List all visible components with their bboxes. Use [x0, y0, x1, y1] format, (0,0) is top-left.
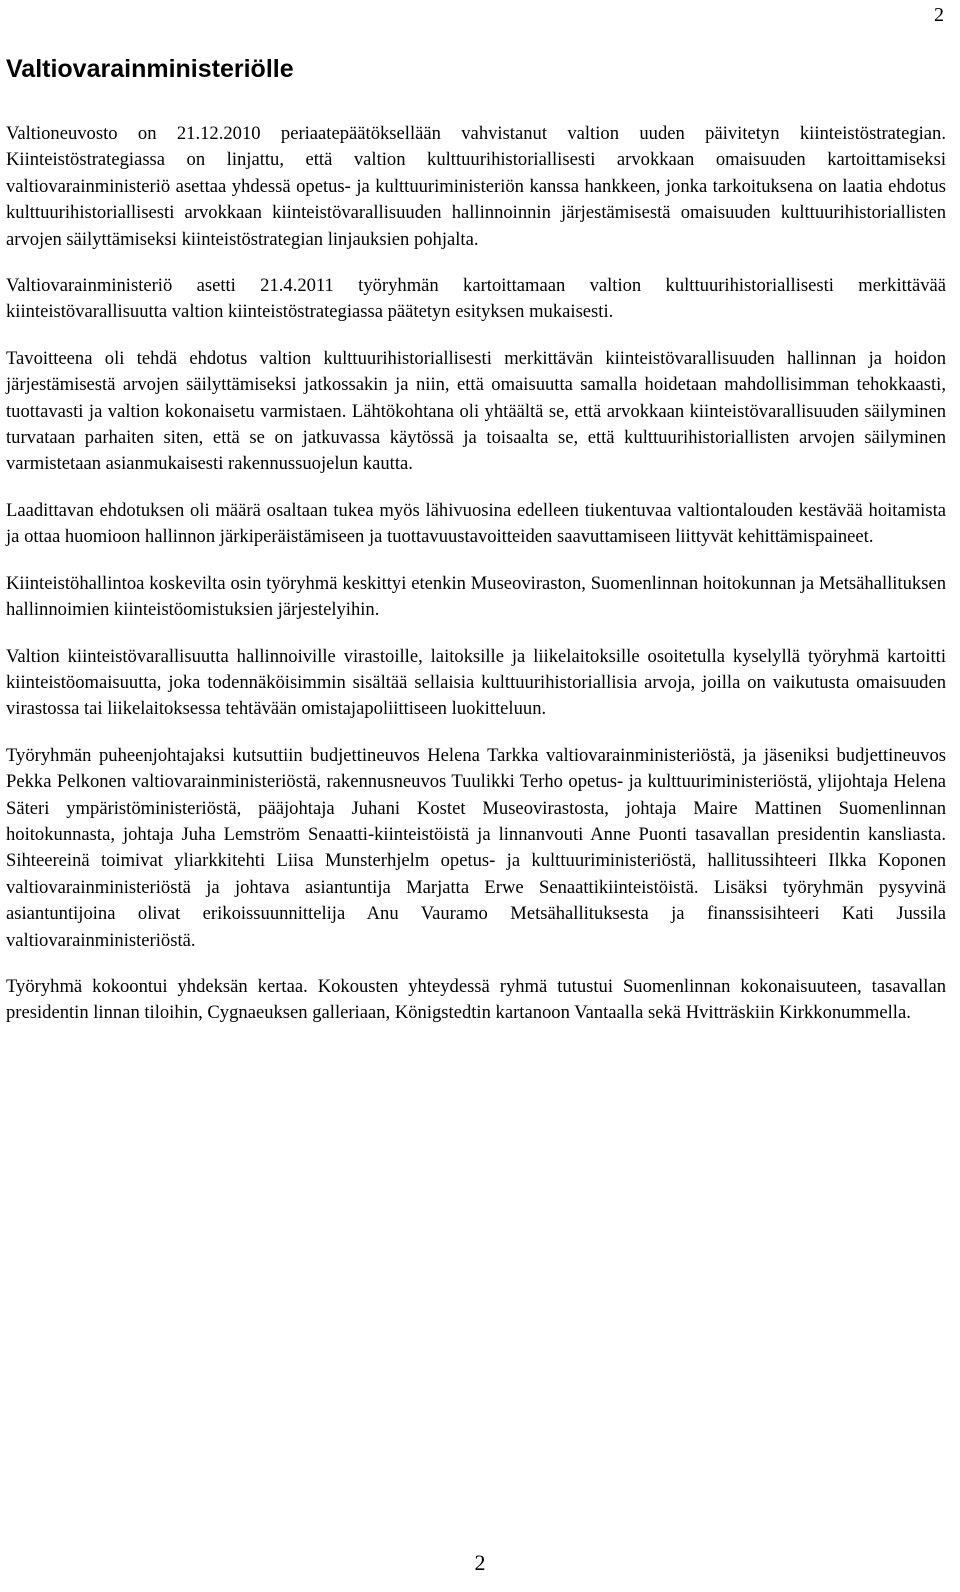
paragraph-survey: Valtion kiinteistövarallisuutta hallinnoiville virastoille, laitoksille ja liikelaitoksille osoitetulla kyselyllä työryhmä kartoitti kiinteistöomaisuutta, joka todennäköisimmin sisältää sellaisia kulttuurihistoriallisia arvoja, joilla on vaikutusta omaisuuden virastossa tai liikelaitoksessa tehtävään omistajapoliittiseen luokitteluun. — [6, 645, 946, 720]
paragraph-economy: Laadittavan ehdotuksen oli määrä osaltaan tukea myös lähivuosina edelleen tiukentuvaa valtiontalouden kestävää hoitamista ja ottaa huomioon hallinnon järkiperäistämiseen ja tuottavuustavoitteiden saavuttamiseen liittyvät kehittämispaineet. — [6, 499, 946, 548]
paragraph-appointment: Valtiovarainministeriö asetti 21.4.2011 työryhmän kartoittamaan valtion kulttuurihistoriallisesti merkittävää kiinteistövarallisuutta valtion kiinteistöstrategiassa päätetyn esityksen mukaisesti. — [6, 275, 946, 323]
page-title: Valtiovarainministeriölle — [6, 55, 294, 83]
paragraph-meetings: Työryhmä kokoontui yhdeksän kertaa. Kokousten yhteydessä ryhmä tutustui Suomenlinnan kokonaisuuteen, tasavallan presidentin linnan tiloihin, Cygnaeuksen galleriaan, Königstedtin kartanoon Vantaalla sekä Hvitträskiin Kirkkonummella. — [6, 975, 946, 1024]
document-body — [6, 121, 946, 1047]
page-number-top: 2 — [934, 4, 944, 26]
paragraph-members: Työryhmän puheenjohtajaksi kutsuttiin budjettineuvos Helena Tarkka valtiovarainministeriöstä, ja jäseniksi budjettineuvos Pekka Pelkonen valtiovarainministeriöstä, rakennusneuvos Tuulikki Terho opetus- ja kulttuuriministeriöstä, ylijohtaja Helena Säteri ympäristöministeriöstä, pääjohtaja Juhani Kostet Museovirastosta, johtaja Maire Mattinen Suomenlinnan hoitokunnasta, johtaja Juha Lemström Senaatti-kiinteistöistä ja linnanvouti Anne Puonti tasavallan presidentin kansliasta. Sihteereinä toimivat yliarkkitehti Liisa Munsterhjelm opetus- ja kulttuuriministeriöstä, hallitussihteeri Ilkka Koponen valtiovarainministeriöstä ja johtava asiantuntija Marjatta Erwe Senaattikiinteistöistä. Lisäksi työryhmän pysyvinä asiantuntijoina olivat erikoissuunnittelija Anu Vauramo Metsähallituksesta ja finanssisihteeri Kati Jussila valtiovarainministeriöstä. — [6, 744, 946, 951]
paragraph-intro: Valtioneuvosto on 21.12.2010 periaatepäätöksellään vahvistanut valtion uuden päivitetyn kiinteistöstrategian. Kiinteistöstrategiassa on linjattu, että valtion kulttuurihistoriallisesti arvokkaan omaisuuden kartoittamiseksi valtiovarainministeriö asettaa yhdessä opetus- ja kulttuuriministeriön kanssa hankkeen, jonka tarkoituksena on laatia ehdotus kulttuurihistoriallisesti arvokkaan kiinteistövarallisuuden hallinnoinnin järjestämisestä omaisuuden kulttuurihistoriallisten arvojen säilyttämiseksi kiinteistöstrategian linjauksien pohjalta. — [6, 123, 946, 250]
paragraph-objective: Tavoitteena oli tehdä ehdotus valtion kulttuurihistoriallisesti merkittävän kiinteistövarallisuuden hallinnan ja hoidon järjestämisestä arvojen säilyttämiseksi jatkossakin ja niin, että omaisuutta samalla hoidetaan mahdollisimman tehokkaasti, tuottavasti ja valtion kokonaisetu varmistaen. Lähtökohtana oli yhtäältä se, että arvokkaan kiinteistövarallisuuden säilyminen turvataan parhaiten siten, että se on jatkuvassa käytössä ja toisaalta se, että kulttuurihistoriallisten arvojen säilyminen varmistetaan asianmukaisesti rakennussuojelun kautta. — [6, 347, 946, 475]
paragraph-focus: Kiinteistöhallintoa koskevilta osin työryhmä keskittyi etenkin Museoviraston, Suomenlinnan hoitokunnan ja Metsähallituksen hallinnoimien kiinteistöomistuksien järjestelyihin. — [6, 572, 946, 621]
page-number-bottom: 2 — [474, 1550, 486, 1575]
